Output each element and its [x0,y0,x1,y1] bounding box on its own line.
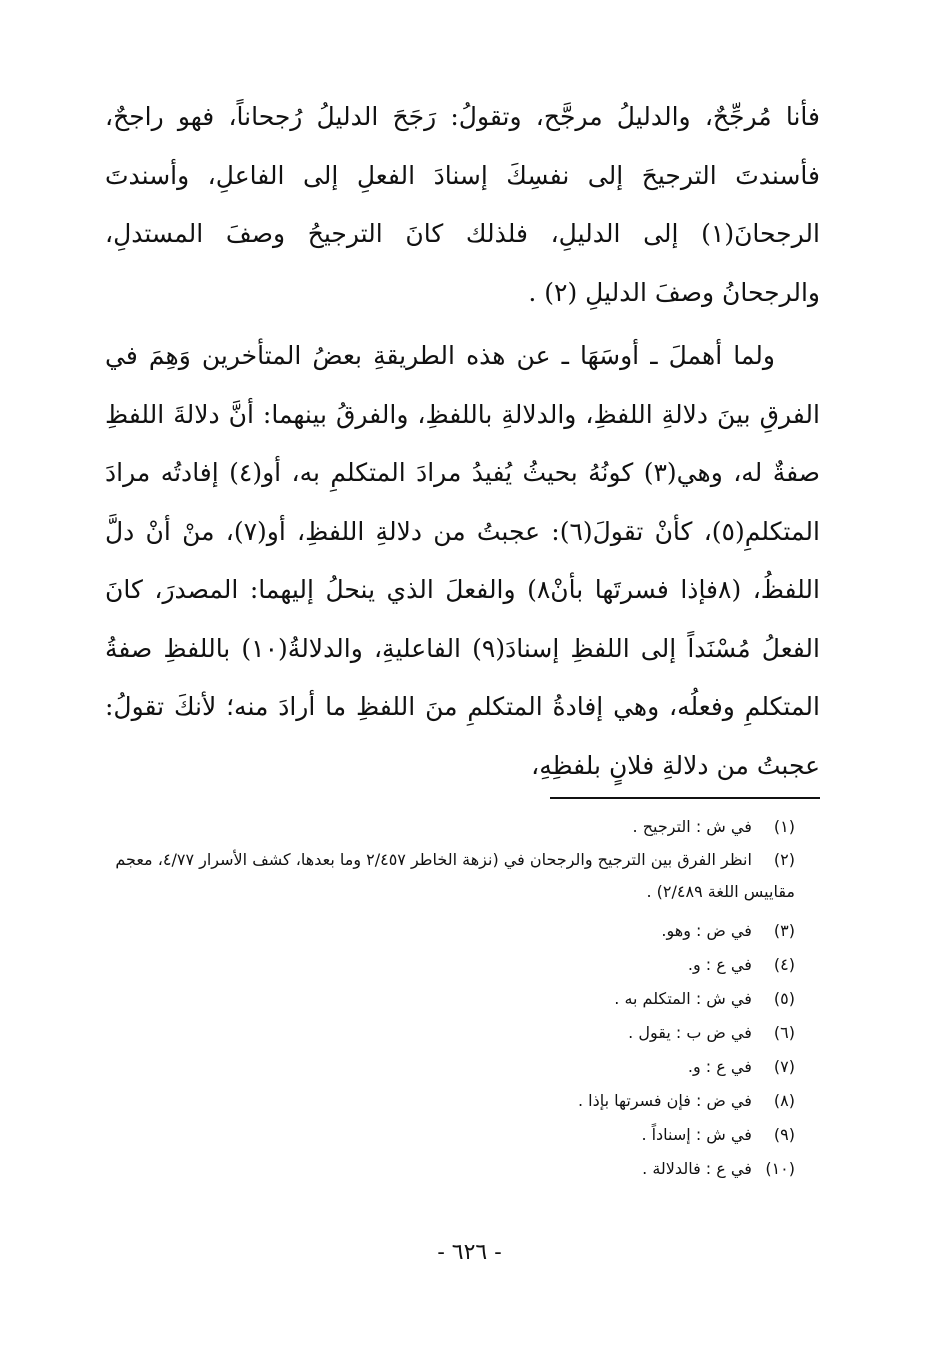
footnote-2 [100,844,795,908]
footnote-text: في ش : إسناداً . [641,1125,752,1144]
footnote-4 [100,948,795,982]
footnote-text: في ش : الترجيح . [632,817,752,836]
footnote-number: (٣) [773,921,795,940]
footnote-text: في ض ب : يقول . [628,1023,752,1042]
footnote-text: في ع : و. [687,1057,752,1076]
footnote-number: (١٠) [765,1159,795,1178]
page-number: - ٦٢٦ - [437,1240,502,1265]
footnote-10 [100,1152,795,1186]
footnote-text: في ض : فإن فسرتها بإذا . [577,1091,752,1110]
footnote-5 [100,982,795,1016]
footnote-number: (٤) [773,955,795,974]
footnote-3 [100,914,795,948]
footnote-number: (٦) [773,1023,795,1042]
footnote-1 [100,810,795,844]
footnote-number: (٩) [773,1125,795,1144]
footnote-number: (٥) [773,989,795,1008]
footnote-7 [100,1050,795,1084]
footnote-8 [100,1084,795,1118]
footnote-text: في ش : المتكلم به . [614,989,752,1008]
paragraph-2: ولما أهملَ ـ أوسَهَا ـ عن هذه الطريقةِ بعضُ المتأخرين وَهِمَ في الفرقِ بينَ دلالةِ اللفظِ، والدلالةِ باللفظِ، والفرقُ بينهما: أنَّ دلالةَ اللفظِ صفةٌ له، وهي(٣) كونُهُ بحيثُ يُفيدُ مرادَ المتكلمِ به، أو(٤) إفادتُه مرادَ المتكلمِ(٥)، كأنْ تقولَ(٦): عجبتُ من دلالةِ اللفظِ، أو(٧)، منْ أنْ دلَّ اللفظُ، (٨فإذا فسرتَها بأنْ٨) والفعلَ الذي ينحلُ إليهما: المصدرَ، كانَ الفعلُ مُسْنَداً إلى اللفظِ إسنادَ(٩) الفاعليةِ، والدلالةُ(١٠) باللفظِ صفةُ المتكلمِ وفعلُه، وهي إفادةُ المتكلمِ منَ اللفظِ ما أرادَ منه؛ لأنكَ تقولُ: عجبتُ من دلالةِ فلانٍ بلفظِهِ، [105,341,820,780]
footnote-text: في ع : فالدلالة . [642,1159,752,1178]
footnote-6 [100,1016,795,1050]
footnote-separator [550,797,820,799]
footnote-number: (٢) [773,850,795,869]
footnote-text: في ض : وهو. [661,921,752,940]
main-text [105,88,820,795]
footnotes [100,810,795,1186]
footnote-number: (٧) [773,1057,795,1076]
footnote-number: (٨) [773,1091,795,1110]
footnote-number: (١) [773,817,795,836]
footnote-text: في ع : و. [687,955,752,974]
footnote-9 [100,1118,795,1152]
footnote-text: انظر الفرق بين الترجيح والرجحان في (نزهة الخاطر ٢/٤٥٧ وما بعدها، كشف الأسرار ٤/٧٧، معجم مقاييس اللغة ٢/٤٨٩) . [115,850,795,901]
paragraph-1: فأنا مُرجِّحٌ، والدليلُ مرجَّح، وتقولُ: رَجَحَ الدليلُ رُجحاناً، فهو راجحٌ، فأسندتَ الترجيحَ إلى نفسِكَ إسنادَ الفعلِ إلى الفاعلِ، وأسندتَ الرجحانَ(١) إلى الدليلِ، فلذلك كانَ الترجيحُ وصفَ المستدلِ، والرجحانُ وصفَ الدليلِ (٢) . [105,102,820,307]
